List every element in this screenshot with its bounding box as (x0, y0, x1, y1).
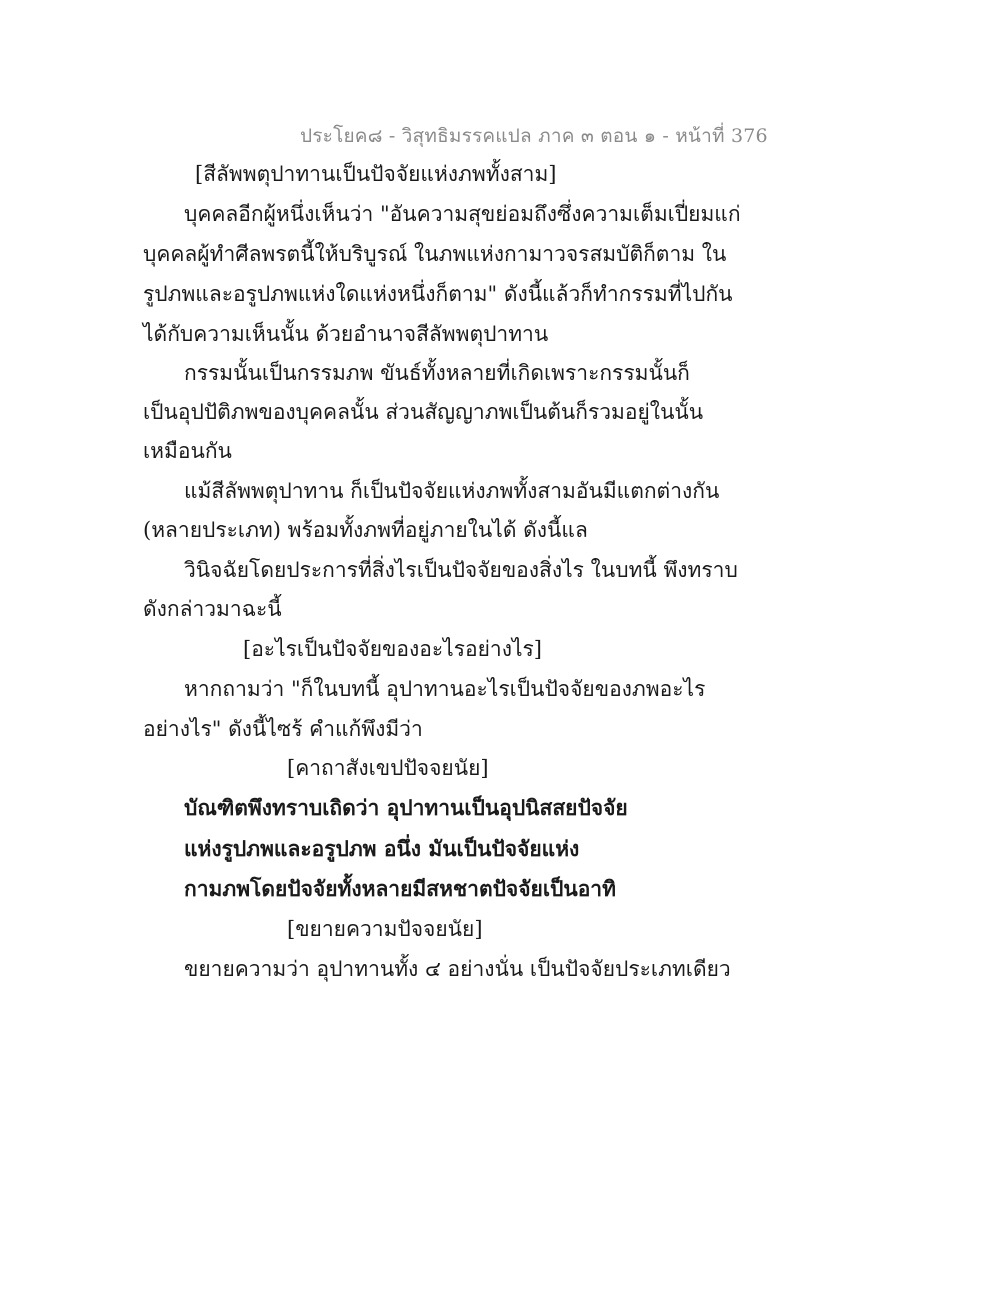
paragraph-line: แม้สีลัพพตุปาทาน ก็เป็นปัจจัยแห่งภพทั้งสามอันมีแตกต่างกัน (184, 479, 720, 503)
section-heading: [สีลัพพตุปาทานเป็นปัจจัยแห่งภพทั้งสาม] (195, 162, 557, 186)
paragraph-line: รูปภพและอรูปภพแห่งใดแห่งหนึ่งก็ตาม" ดังนี้แล้วก็ทำกรรมที่ไปกัน (143, 282, 733, 306)
paragraph-line: บุคคลผู้ทำศีลพรตนี้ให้บริบูรณ์ ในภพแห่งกามาวจรสมบัติก็ตาม ใน (143, 242, 727, 266)
paragraph-line: (หลายประเภท) พร้อมทั้งภพที่อยู่ภายในได้ ดังนี้แล (143, 518, 588, 542)
paragraph-line: หากถามว่า "ก็ในบทนี้ อุปาทานอะไรเป็นปัจจัยของภพอะไร (184, 677, 706, 701)
verse-line: บัณฑิตพึงทราบเถิดว่า อุปาทานเป็นอุปนิสสยปัจจัย (184, 795, 628, 820)
verse-line: แห่งรูปภพและอรูปภพ อนึ่ง มันเป็นปัจจัยแห่ง (184, 836, 580, 861)
section-heading: [อะไรเป็นปัจจัยของอะไรอย่างไร] (243, 637, 542, 661)
paragraph-line: บุคคลอีกผู้หนึ่งเห็นว่า "อันความสุขย่อมถึงซึ่งความเต็มเปี่ยมแก่ (184, 202, 741, 226)
paragraph-line: เป็นอุปปัติภพของบุคคลนั้น ส่วนสัญญาภพเป็นต้นก็รวมอยู่ในนั้น (143, 400, 704, 424)
section-heading: [คาถาสังเขปปัจจยนัย] (287, 756, 489, 780)
paragraph-line: ได้กับความเห็นนั้น ด้วยอำนาจสีลัพพตุปาทาน (143, 322, 549, 346)
paragraph-line: อย่างไร" ดังนี้ไซร้ คำแก้พึงมีว่า (143, 717, 423, 741)
paragraph-line: ขยายความว่า อุปาทานทั้ง ๔ อย่างนั่น เป็นปัจจัยประเภทเดียว (184, 957, 731, 981)
paragraph-line: ดังกล่าวมาฉะนี้ (143, 597, 282, 621)
paragraph-line: เหมือนกัน (143, 439, 232, 463)
verse-line: กามภพโดยปัจจัยทั้งหลายมีสหชาตปัจจัยเป็นอาทิ (184, 876, 616, 901)
paragraph-line: วินิจฉัยโดยประการที่สิ่งไรเป็นปัจจัยของสิ่งไร ในบทนี้ พึงทราบ (184, 558, 738, 582)
paragraph-line: กรรมนั้นเป็นกรรมภพ ขันธ์ทั้งหลายที่เกิดเพราะกรรมนั้นก็ (184, 361, 690, 385)
page-header: ประโยค๘ - วิสุทธิมรรคแปล ภาค ๓ ตอน ๑ - หน้าที่ 376 (300, 125, 768, 147)
section-heading: [ขยายความปัจจยนัย] (287, 917, 483, 941)
